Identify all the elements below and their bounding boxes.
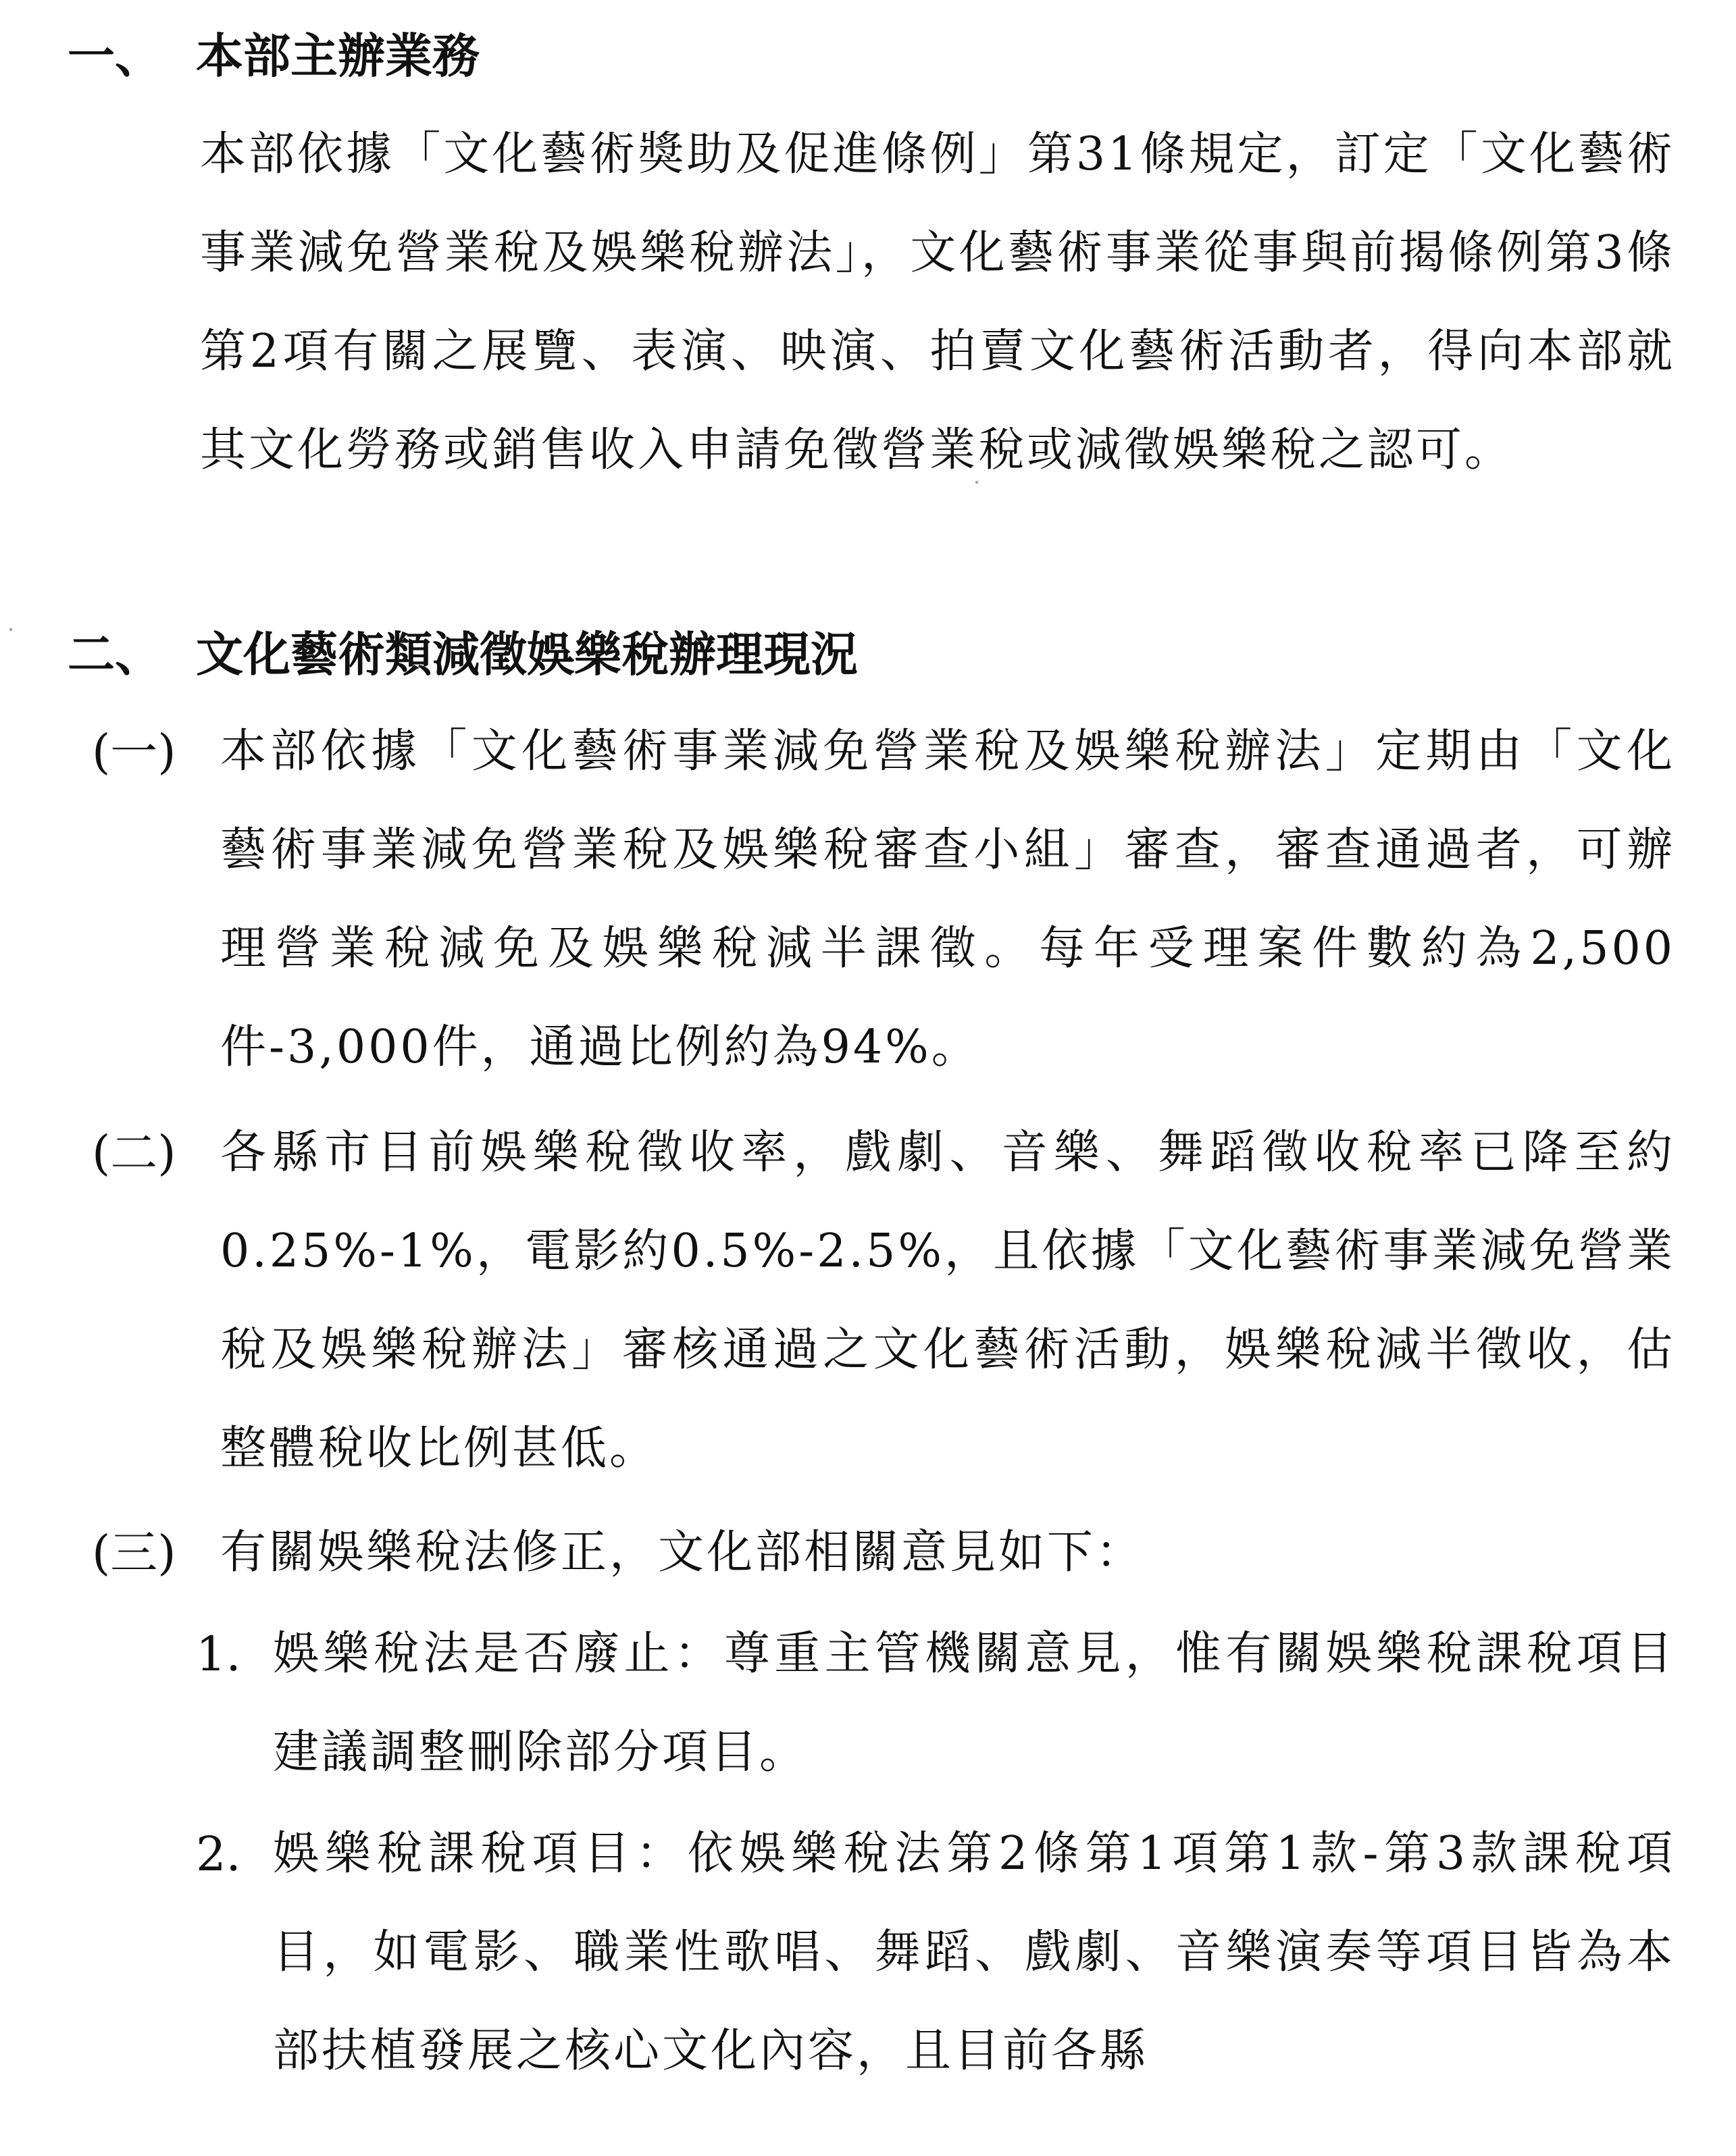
item-3-text: 有關娛樂稅法修正，文化部相關意見如下： bbox=[220, 1526, 1145, 1579]
subitem-2-label: 2. bbox=[196, 1826, 241, 1882]
section-1-number: 一、 bbox=[68, 28, 162, 84]
section-1-heading bbox=[68, 27, 480, 85]
section-1-title: 本部主辦業務 bbox=[196, 28, 480, 84]
item-1-text: 本部依據「文化藝術事業減免營業稅及娛樂稅辦法」定期由「文化藝術事業減免營業稅及娛樂稅審查小組」審查，審查通過者，可辦理營業稅減免及娛樂稅減半課徵。每年受理案件數約為2,500件-3,000件，通過比例約為94%。 bbox=[220, 725, 1675, 1074]
subitem-1-label: 1. bbox=[196, 1626, 241, 1682]
item-2-label: (二) bbox=[92, 1125, 176, 1181]
scan-speck bbox=[975, 481, 978, 484]
item-1-label: (一) bbox=[92, 724, 176, 779]
section-2-title: 文化藝術類減徵娛樂稅辦理現況 bbox=[196, 627, 858, 682]
item-3-label: (三) bbox=[92, 1525, 176, 1581]
subitem-2-text: 娛樂稅課稅項目：依娛樂稅法第2條第1項第1款-第3款課稅項目，如電影、職業性歌唱、舞蹈、戲劇、音樂演奏等項目皆為本部扶植發展之核心文化內容，且目前各縣 bbox=[273, 1827, 1675, 2078]
section-2-number: 二、 bbox=[68, 627, 162, 682]
subitem-1-text: 娛樂稅法是否廢止：尊重主管機關意見，惟有關娛樂稅課稅項目建議調整刪除部分項目。 bbox=[273, 1627, 1675, 1779]
section-2-heading bbox=[68, 625, 858, 684]
scan-speck bbox=[9, 628, 12, 631]
section-1-body: 本部依據「文化藝術獎助及促進條例」第31條規定，訂定「文化藝術事業減免營業稅及娛樂稅辦法」，文化藝術事業從事與前揭條例第3條第2項有關之展覽、表演、映演、拍賣文化藝術活動者，得向本部就其文化勞務或銷售收入申請免徵營業稅或減徵娛樂稅之認可。 bbox=[200, 128, 1675, 477]
item-2-text: 各縣市目前娛樂稅徵收率，戲劇、音樂、舞蹈徵收稅率已降至約0.25%-1%，電影約0.5%-2.5%，且依據「文化藝術事業減免營業稅及娛樂稅辦法」審核通過之文化藝術活動，娛樂稅減半徵收，估整體稅收比例甚低。 bbox=[220, 1126, 1675, 1475]
